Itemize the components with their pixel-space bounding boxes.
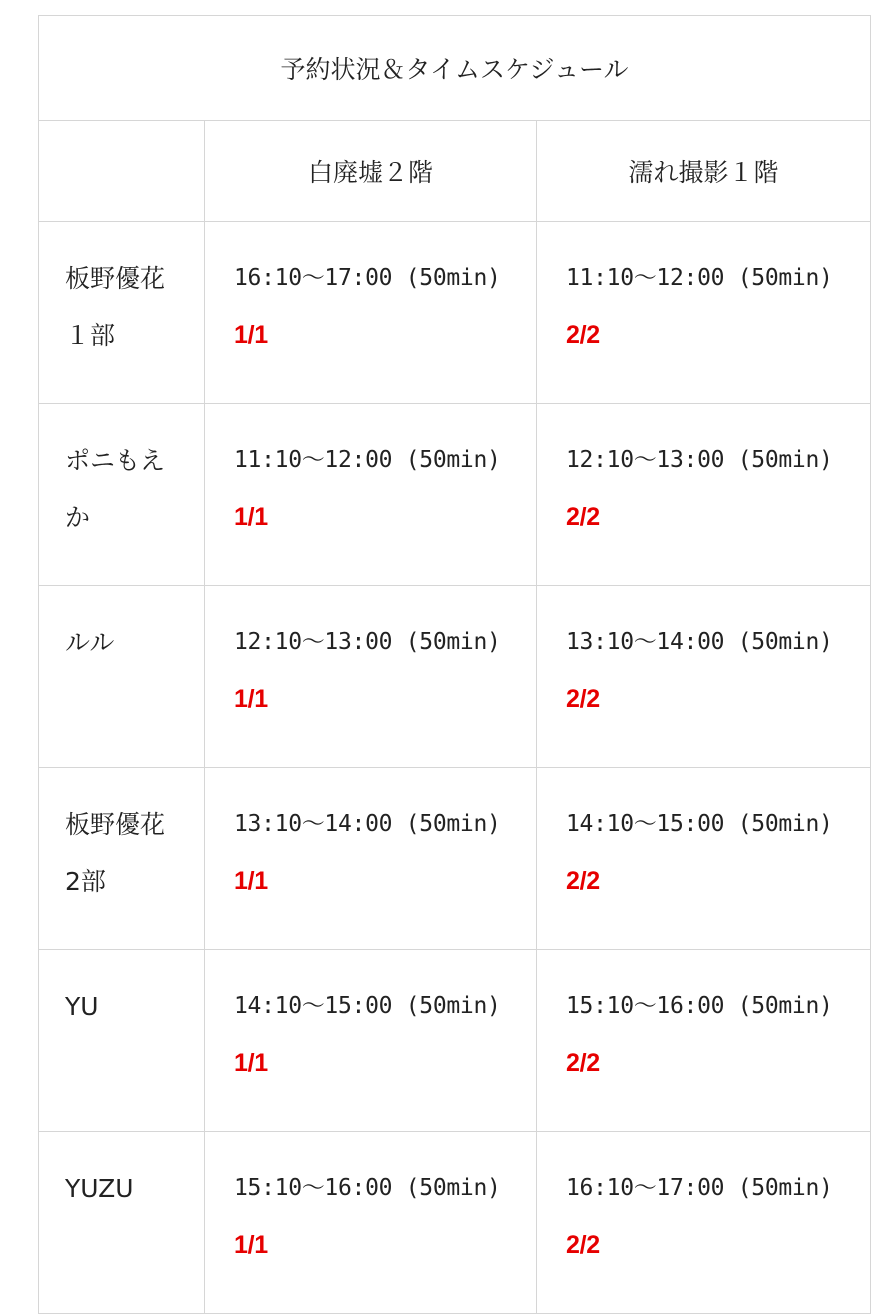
caption-row [39,16,871,121]
slot-booking-count: 1/1 [234,685,268,713]
slot-time: 16:10〜17:00 (50min) [566,1175,833,1201]
slot-cell [537,950,871,1132]
slot-cell [205,950,537,1132]
slot-time: 15:10〜16:00 (50min) [234,1175,501,1201]
header-row [39,121,871,222]
table-row [39,404,871,586]
model-name-cell [39,222,205,404]
slot-booking-count: 1/1 [234,503,268,531]
slot-cell [205,768,537,950]
model-name-cell [39,404,205,586]
slot-booking-count: 2/2 [566,685,600,713]
slot-cell [205,222,537,404]
model-name-cell [39,950,205,1132]
slot-time: 15:10〜16:00 (50min) [566,993,833,1019]
model-name: 板野優花 [65,810,166,839]
column-header-floor-2: 白廃墟２階 [205,121,537,222]
slot-cell [537,404,871,586]
slot-time: 11:10〜12:00 (50min) [566,265,833,291]
slot-cell [537,1132,871,1314]
model-name: YU [65,992,99,1021]
slot-booking-count: 1/1 [234,1049,268,1077]
model-session: 2部 [65,867,106,896]
slot-booking-count: 2/2 [566,1049,600,1077]
column-header-floor-1: 濡れ撮影１階 [537,121,871,222]
slot-cell [537,768,871,950]
slot-time: 16:10〜17:00 (50min) [234,265,501,291]
table-row [39,950,871,1132]
schedule-table [38,15,871,1314]
slot-booking-count: 1/1 [234,321,268,349]
slot-cell [537,586,871,768]
slot-time: 12:10〜13:00 (50min) [234,629,501,655]
slot-booking-count: 2/2 [566,1231,600,1259]
table-row [39,222,871,404]
slot-cell [205,586,537,768]
slot-time: 14:10〜15:00 (50min) [234,993,501,1019]
table-row [39,586,871,768]
model-name-cell [39,768,205,950]
slot-booking-count: 2/2 [566,867,600,895]
slot-cell [205,404,537,586]
table-row [39,1132,871,1314]
model-name-cell [39,586,205,768]
model-name: ルル [65,628,115,657]
model-name: 板野優花 [65,264,166,293]
table-caption: 予約状況＆タイムスケジュール [39,16,871,121]
slot-booking-count: 2/2 [566,503,600,531]
slot-booking-count: 1/1 [234,1231,268,1259]
model-session: １部 [65,321,116,350]
header-corner-cell [39,121,205,222]
slot-time: 12:10〜13:00 (50min) [566,447,833,473]
model-name-cell [39,1132,205,1314]
table-row [39,768,871,950]
slot-time: 13:10〜14:00 (50min) [566,629,833,655]
slot-time: 11:10〜12:00 (50min) [234,447,501,473]
slot-booking-count: 1/1 [234,867,268,895]
slot-booking-count: 2/2 [566,321,600,349]
model-name-continued: か [65,503,91,532]
slot-time: 14:10〜15:00 (50min) [566,811,833,837]
slot-time: 13:10〜14:00 (50min) [234,811,501,837]
slot-cell [537,222,871,404]
model-name: ポニもえ [65,446,166,475]
model-name: YUZU [65,1174,134,1203]
slot-cell [205,1132,537,1314]
